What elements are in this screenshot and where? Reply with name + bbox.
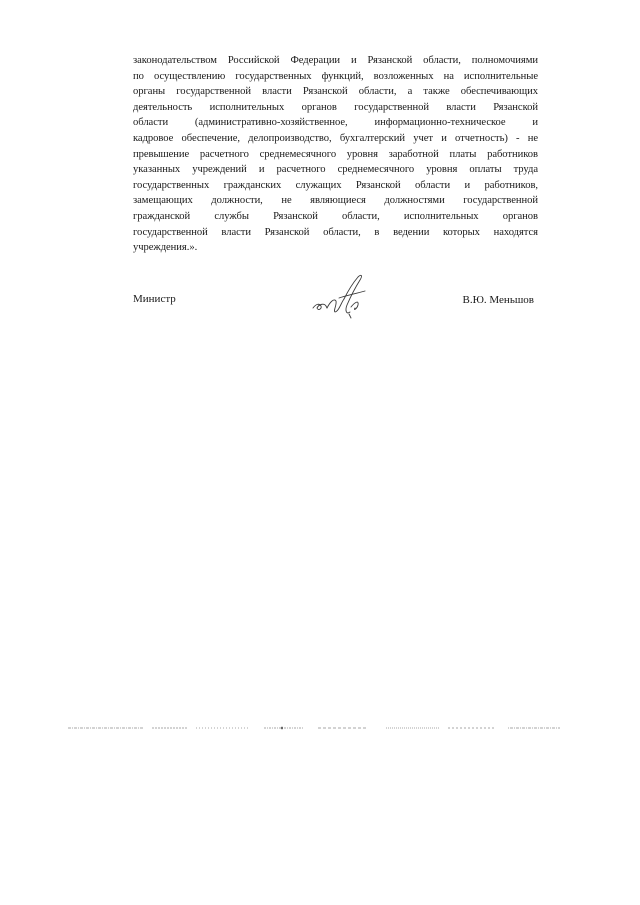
- text-line: законодательством Российской Федерации и Рязанской области, полномочиями: [133, 55, 538, 66]
- signer-position: Министр: [133, 293, 176, 305]
- text-line: по осуществлению государственных функций, возложенных на исполнительные: [133, 70, 538, 82]
- text-line: гражданской службы Рязанской области, исполнительных органов: [133, 210, 538, 222]
- text-line: государственной власти Рязанской области, в ведении которых находятся: [133, 226, 538, 238]
- text-line: деятельность исполнительных органов государственной власти Рязанской: [133, 101, 538, 113]
- document-body: [133, 53, 538, 256]
- text-line: органы государственной власти Рязанской области, а также обеспечивающих: [133, 86, 538, 98]
- text-line: указанных учреждений и расчетного среднемесячного уровня оплаты труда: [133, 164, 538, 176]
- text-line: государственных гражданских служащих Рязанской области и работников,: [133, 179, 538, 191]
- text-line-final: учреждения.».: [133, 242, 198, 254]
- text-line: области (административно-хозяйственное, информационно-техническое и: [133, 117, 538, 129]
- text-line: превышение расчетного среднемесячного уровня заработной платы работников: [133, 148, 538, 160]
- signer-name: В.Ю. Меньшов: [462, 294, 534, 306]
- text-line: кадровое обеспечение, делопроизводство, бухгалтерский учет и отчетность) - не: [133, 132, 538, 144]
- page-footer-divider: [68, 726, 560, 730]
- signature-block: [133, 285, 538, 335]
- handwritten-signature-icon: [309, 271, 379, 325]
- text-line: замещающих должности, не являющиеся должностями государственной: [133, 195, 538, 207]
